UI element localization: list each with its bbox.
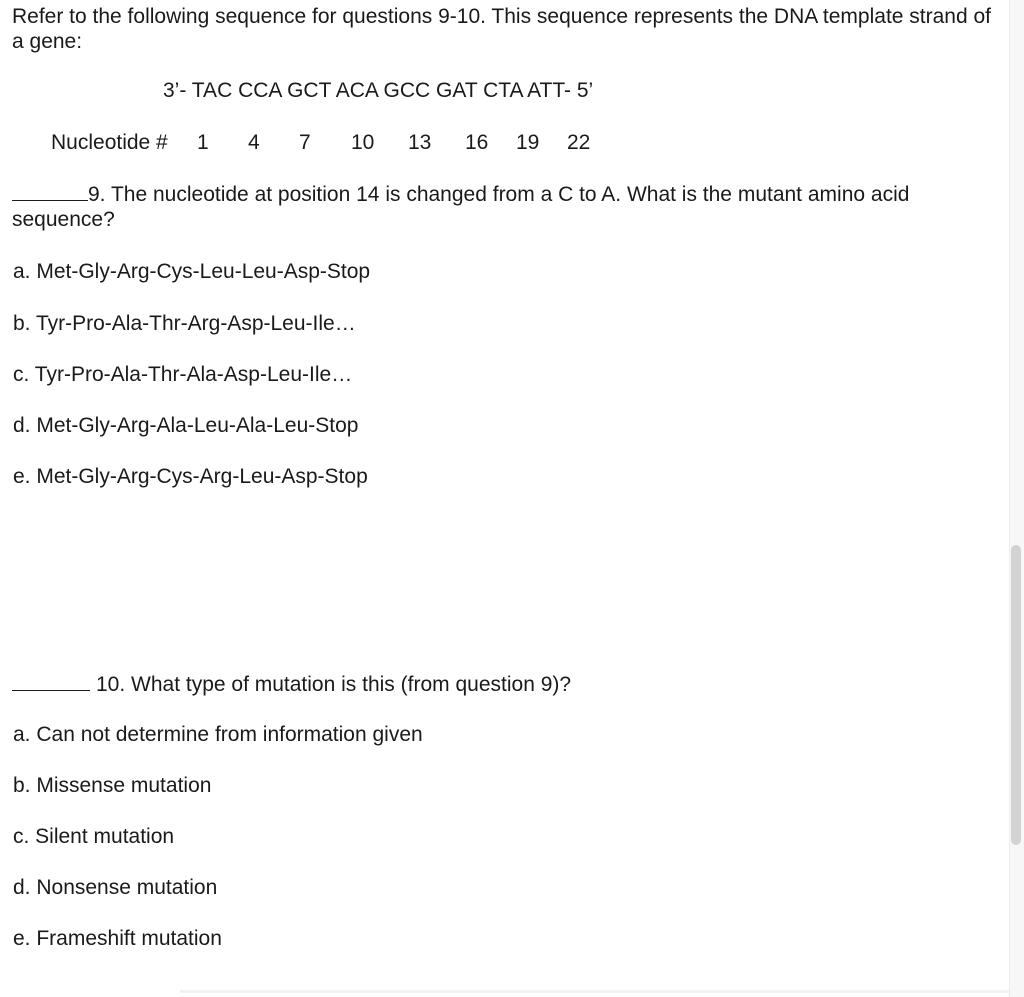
question-10-option-a: a. Can not determine from information given	[13, 723, 423, 746]
nucleotide-number: 4	[248, 131, 260, 154]
nucleotide-number-row	[0, 131, 1010, 159]
question-10-option-c: c. Silent mutation	[13, 825, 175, 848]
question-10-option-b: b. Missense mutation	[13, 774, 212, 797]
intro-text: Refer to the following sequence for questions 9-10. This sequence represents the DNA template strand of a gene:	[12, 5, 992, 53]
vertical-scrollbar[interactable]	[1009, 0, 1024, 997]
nucleotide-number: 13	[408, 131, 432, 154]
question-9-option-a: a. Met-Gly-Arg-Cys-Leu-Leu-Asp-Stop	[13, 260, 371, 283]
nucleotide-number: 7	[299, 131, 311, 154]
answer-blank[interactable]	[12, 672, 90, 691]
nucleotide-label: Nucleotide #	[51, 131, 168, 154]
question-9-option-d: d. Met-Gly-Arg-Ala-Leu-Ala-Leu-Stop	[13, 414, 359, 437]
nucleotide-number: 19	[516, 131, 540, 154]
question-9-option-b: b. Tyr-Pro-Ala-Thr-Arg-Asp-Leu-Ile…	[13, 312, 356, 335]
page-bottom-edge	[180, 990, 1010, 993]
question-10-option-e: e. Frameshift mutation	[13, 927, 222, 950]
question-10	[12, 672, 997, 697]
scrollbar-thumb[interactable]	[1011, 545, 1021, 845]
nucleotide-number: 10	[351, 131, 375, 154]
answer-blank[interactable]	[12, 182, 88, 201]
question-9-option-e: e. Met-Gly-Arg-Cys-Arg-Leu-Asp-Stop	[13, 465, 368, 488]
nucleotide-number: 1	[197, 131, 209, 154]
dna-sequence: 3’- TAC CCA GCT ACA GCC GAT CTA ATT- 5’	[163, 79, 594, 102]
question-9-text: 9. The nucleotide at position 14 is changed from a C to A. What is the mutant amino acid sequence?	[12, 183, 910, 231]
nucleotide-number: 16	[465, 131, 489, 154]
nucleotide-number: 22	[567, 131, 591, 154]
question-10-text: 10. What type of mutation is this (from question 9)?	[96, 673, 572, 696]
question-10-option-d: d. Nonsense mutation	[13, 876, 218, 899]
question-9	[12, 182, 997, 232]
question-9-option-c: c. Tyr-Pro-Ala-Thr-Ala-Asp-Leu-Ile…	[13, 363, 353, 386]
